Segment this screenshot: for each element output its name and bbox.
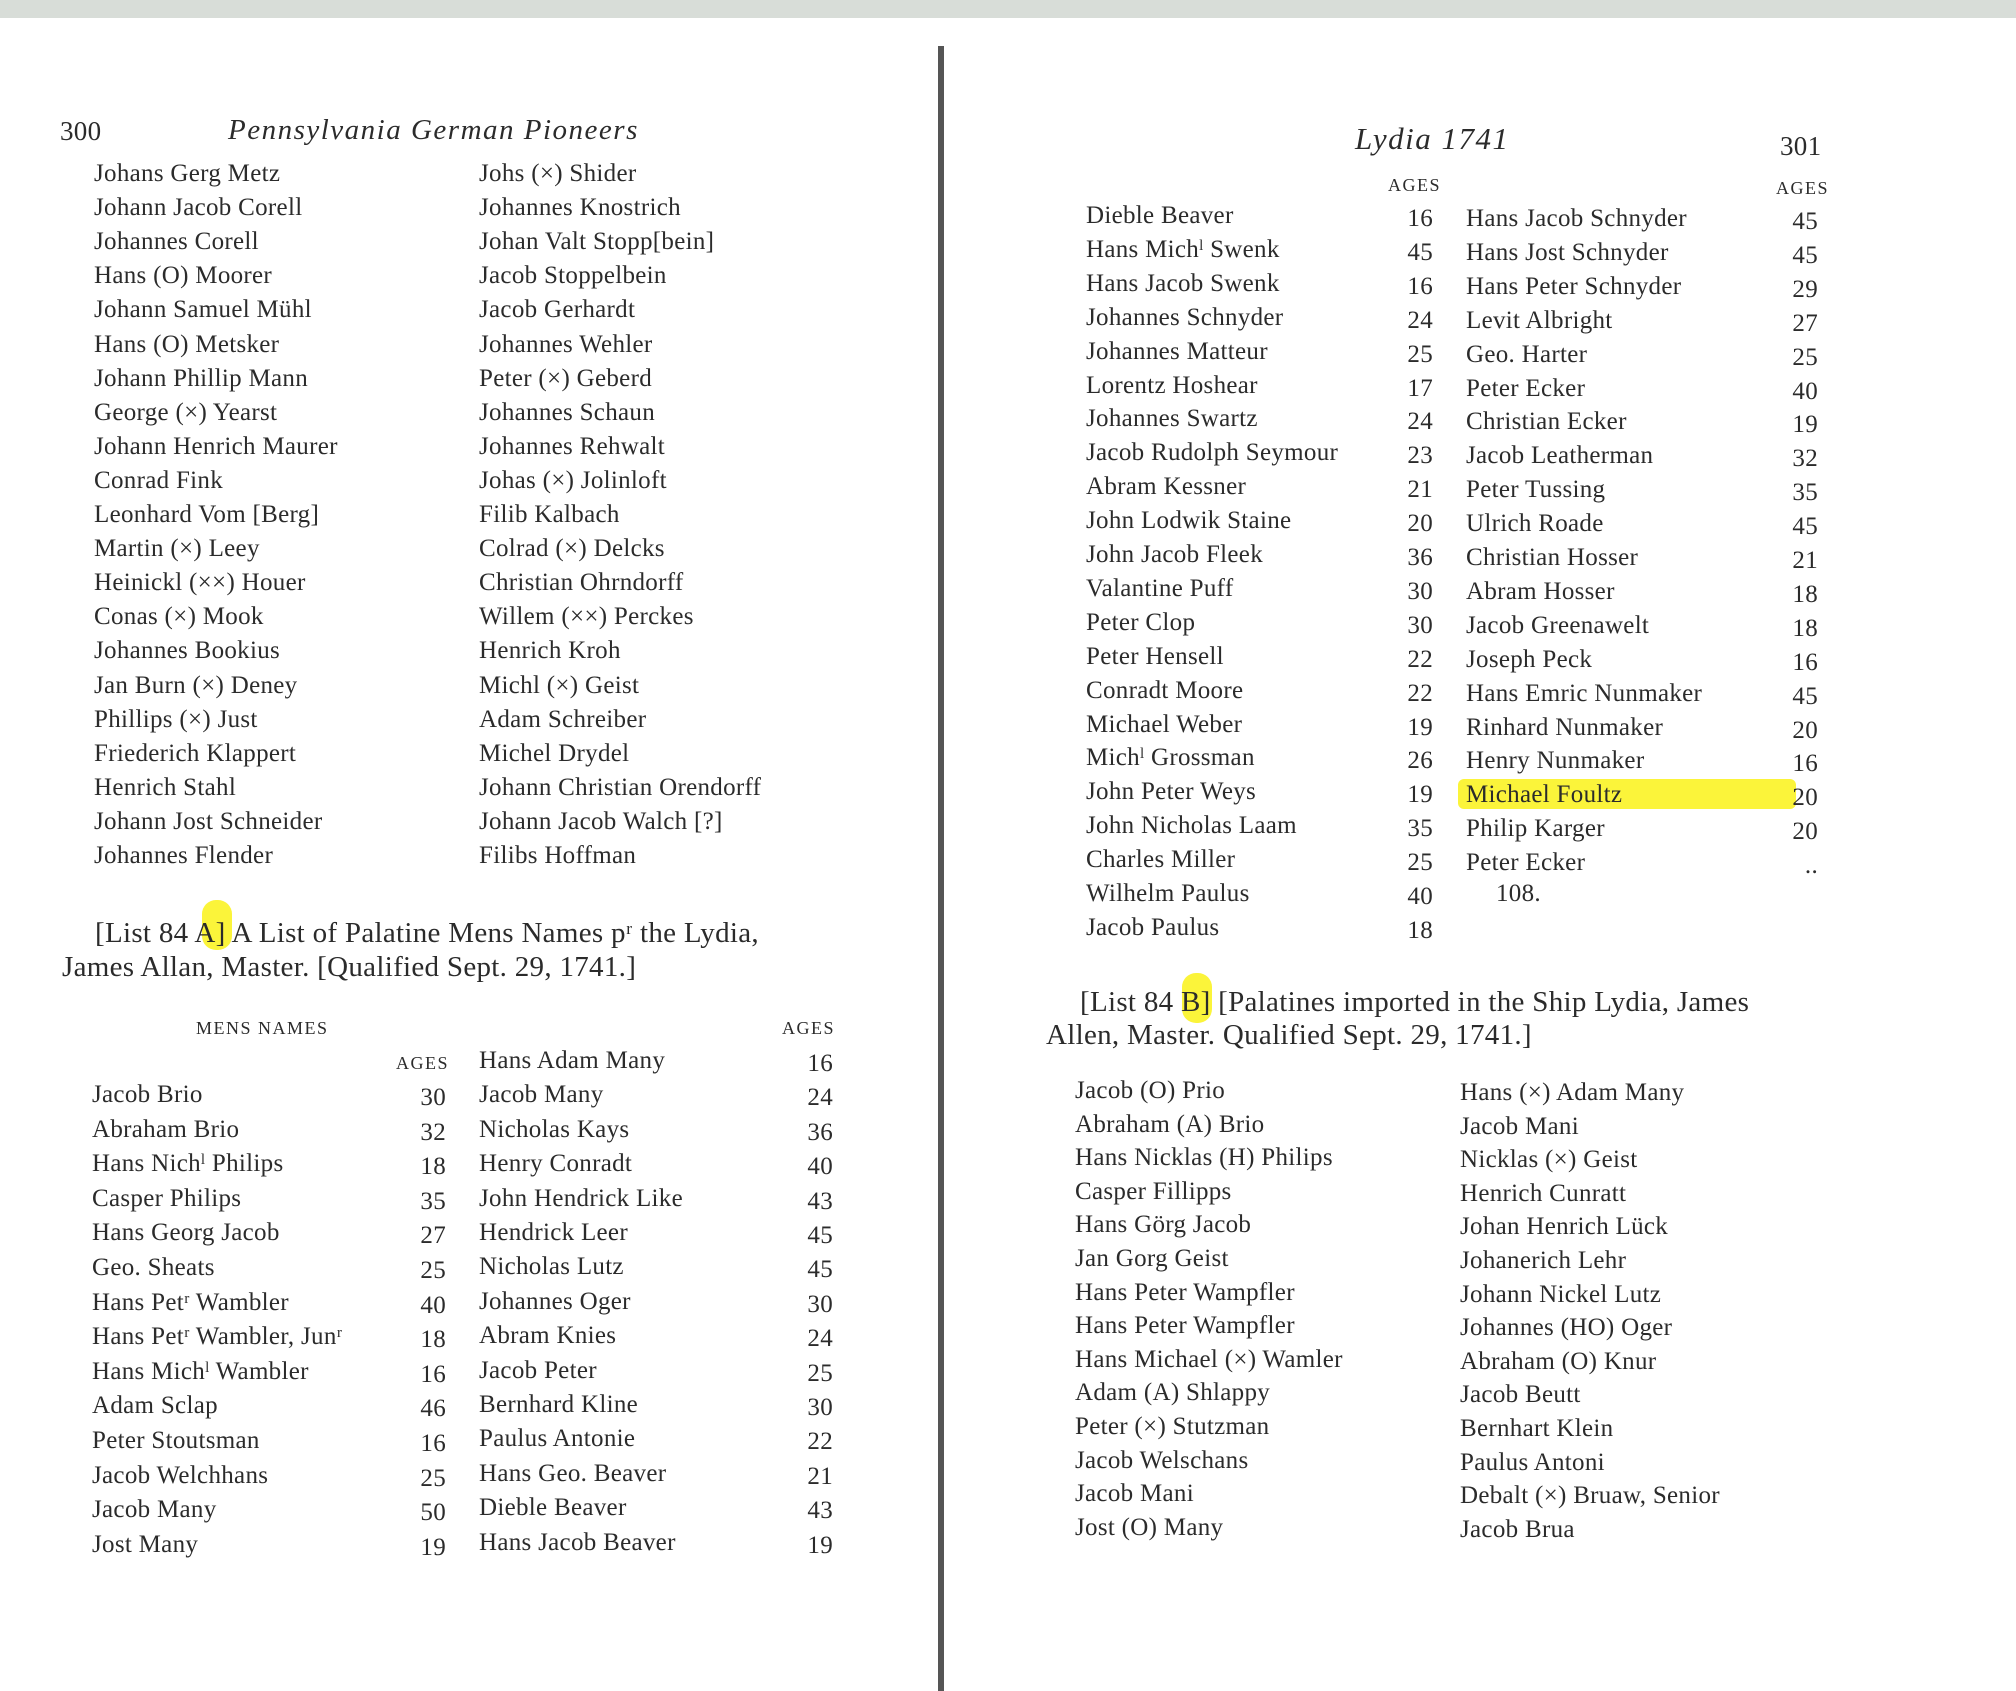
person-name: Jacob Peter xyxy=(479,1356,597,1384)
list-item: Friederich Klappert xyxy=(94,739,297,767)
person-name: Michael Weber xyxy=(1086,710,1243,738)
person-age: 27 xyxy=(1792,309,1818,337)
list-item: Henrich Stahl xyxy=(94,773,237,801)
list-item: Johann Henrich Maurer xyxy=(94,432,338,460)
list-item: Heinickl (××) Houer xyxy=(94,569,306,597)
person-age: 45 xyxy=(1792,682,1818,710)
list-item: Jacob Mani xyxy=(1075,1480,1194,1508)
person-age: 45 xyxy=(1407,238,1433,266)
list-item: Johann Samuel Mühl xyxy=(94,296,312,324)
list-item: Johannes Wehler xyxy=(479,330,653,358)
list-item: Johannes Corell xyxy=(94,228,259,256)
list-84a-heading-line1: [List 84 A] A List of Palatine Mens Names pʳ the Lydia, xyxy=(95,917,759,949)
person-name: Hendrick Leer xyxy=(479,1219,628,1246)
running-head: Lydia 1741 xyxy=(1355,121,1510,156)
person-name: John Nicholas Laam xyxy=(1086,812,1297,840)
person-name: Charles Miller xyxy=(1086,846,1236,874)
list-item: Nicklas (×) Geist xyxy=(1460,1146,1638,1174)
mens-names-label: MENS NAMES xyxy=(196,1018,329,1038)
list-item: Jacob Stoppelbein xyxy=(479,262,667,290)
person-name: Hans Georg Jacob xyxy=(92,1219,280,1247)
person-age: 36 xyxy=(1407,544,1433,571)
list-item: Filib Kalbach xyxy=(479,501,620,528)
person-age: 18 xyxy=(1792,580,1818,608)
person-age: 25 xyxy=(420,1464,446,1492)
person-age: 50 xyxy=(420,1499,446,1527)
person-name: Christian Hosser xyxy=(1466,544,1639,571)
page-number: 301 xyxy=(1780,131,1822,161)
person-name: Jacob Greenawelt xyxy=(1466,611,1650,639)
list-item: Hans Görg Jacob xyxy=(1075,1211,1252,1239)
list-item: Henrich Cunratt xyxy=(1460,1179,1627,1207)
person-name: Peter Ecker xyxy=(1466,374,1586,402)
person-name: John Lodwik Staine xyxy=(1086,507,1292,535)
list-item: Conas (×) Mook xyxy=(94,603,264,631)
person-age: 23 xyxy=(1407,442,1433,470)
list-item: Hans Michael (×) Wamler xyxy=(1075,1345,1343,1373)
page-number: 300 xyxy=(60,116,102,146)
person-name: Conradt Moore xyxy=(1086,676,1244,704)
person-age: 19 xyxy=(1792,411,1818,439)
person-name: Christian Ecker xyxy=(1466,408,1627,436)
person-age: 25 xyxy=(1792,343,1818,371)
person-name: Geo. Harter xyxy=(1466,340,1588,368)
person-age: 21 xyxy=(807,1462,833,1490)
person-name: Hans Peter Schnyder xyxy=(1466,272,1682,300)
person-age: 45 xyxy=(1792,241,1818,269)
list-item: Hans (×) Adam Many xyxy=(1460,1079,1685,1106)
person-age: 36 xyxy=(807,1118,833,1146)
list-item: Johannes Rehwalt xyxy=(479,432,666,460)
person-age: 25 xyxy=(1407,340,1433,368)
list-item: Willem (××) Perckes xyxy=(479,603,694,631)
list-item: Jan Gorg Geist xyxy=(1075,1245,1229,1272)
person-name: Bernhard Kline xyxy=(479,1391,639,1418)
list-item: Johann Jacob Walch [?] xyxy=(479,807,723,835)
person-name: Hans Michˡ Swenk xyxy=(1086,235,1280,263)
person-name: Philip Karger xyxy=(1466,815,1605,843)
person-age: 21 xyxy=(1407,476,1433,504)
person-age: 18 xyxy=(1792,614,1818,642)
list-item: Jacob Welschans xyxy=(1075,1446,1249,1474)
list-item: Johannes Knostrich xyxy=(479,194,681,222)
person-name: Wilhelm Paulus xyxy=(1086,880,1250,907)
person-age: 20 xyxy=(1792,818,1818,846)
person-age: 16 xyxy=(420,1430,446,1457)
person-name: Rinhard Nunmaker xyxy=(1466,713,1664,741)
person-age: 19 xyxy=(1407,781,1433,809)
left-page xyxy=(0,0,930,1691)
person-name: Hans Adam Many xyxy=(479,1047,666,1074)
person-age: 16 xyxy=(1407,205,1433,232)
person-name: John Hendrick Like xyxy=(479,1184,683,1212)
list-84a-heading-line2: James Allan, Master. [Qualified Sept. 29, 1741.] xyxy=(62,951,637,983)
person-name: Peter Tussing xyxy=(1466,476,1606,504)
list-item: Adam (A) Shlappy xyxy=(1075,1379,1271,1407)
person-age: 25 xyxy=(807,1359,833,1387)
person-name: Abram Knies xyxy=(479,1322,617,1350)
person-age: 29 xyxy=(1792,275,1818,303)
person-name: Jacob Paulus xyxy=(1086,913,1220,941)
person-age: 32 xyxy=(1792,445,1818,473)
list-item: Martin (×) Leey xyxy=(94,535,260,563)
list-item: Jacob Gerhardt xyxy=(479,296,636,324)
person-name: Hans Emric Nunmaker xyxy=(1466,679,1703,707)
person-age: 25 xyxy=(1407,849,1433,877)
person-age: 22 xyxy=(1407,679,1433,707)
person-name: Michˡ Grossman xyxy=(1086,744,1255,772)
person-name: Abraham Brio xyxy=(92,1115,240,1143)
list-item: Casper Fillipps xyxy=(1075,1177,1232,1205)
person-age: 20 xyxy=(1792,716,1818,744)
person-name: Hans Nichˡ Philips xyxy=(92,1150,284,1178)
right-page xyxy=(950,0,2016,1691)
person-name: Jacob Brio xyxy=(92,1081,203,1108)
list-item: Adam Schreiber xyxy=(479,705,647,733)
person-name: Nicholas Lutz xyxy=(479,1253,624,1281)
person-name: Peter Ecker xyxy=(1466,849,1586,877)
person-name: Nicholas Kays xyxy=(479,1115,630,1143)
person-name: Hans Jacob Swenk xyxy=(1086,269,1280,297)
list-item: Jacob (O) Prio xyxy=(1075,1077,1226,1104)
person-name: Jacob Leatherman xyxy=(1466,442,1654,470)
person-name: Adam Sclap xyxy=(92,1392,218,1420)
list-item: Filibs Hoffman xyxy=(479,842,637,869)
person-name: Henry Nunmaker xyxy=(1466,747,1645,775)
person-name: John Peter Weys xyxy=(1086,778,1257,806)
list-total: 108. xyxy=(1496,880,1541,907)
person-age: 35 xyxy=(1407,815,1433,843)
person-age: 43 xyxy=(807,1187,833,1215)
person-age: 45 xyxy=(1792,513,1818,541)
person-name: Jacob Many xyxy=(92,1496,217,1524)
ages-label: AGES xyxy=(1776,178,1830,198)
person-name: Joseph Peck xyxy=(1466,645,1593,673)
list-item: Hans Peter Wampfler xyxy=(1075,1278,1295,1306)
person-name: Hans Jacob Beaver xyxy=(479,1528,676,1556)
ages-label: AGES xyxy=(396,1053,450,1073)
person-name: Hans Jacob Schnyder xyxy=(1466,205,1687,232)
person-name: Johannes Oger xyxy=(479,1287,631,1315)
person-name: Johannes Swartz xyxy=(1086,405,1258,433)
list-item: Hans Nicklas (H) Philips xyxy=(1075,1144,1333,1172)
list-item: Jacob Brua xyxy=(1460,1515,1575,1543)
list-item: Paulus Antoni xyxy=(1460,1448,1605,1476)
person-age: 18 xyxy=(420,1153,446,1181)
person-age: 20 xyxy=(1792,784,1818,812)
person-age: 30 xyxy=(807,1290,833,1318)
ages-label: AGES xyxy=(782,1018,836,1038)
person-name: Johannes Matteur xyxy=(1086,337,1268,365)
person-age: 19 xyxy=(807,1531,833,1559)
list-item: Bernhart Klein xyxy=(1460,1415,1614,1442)
person-name: Abram Kessner xyxy=(1086,473,1247,501)
person-age: 19 xyxy=(1407,713,1433,741)
person-age: 18 xyxy=(1407,916,1433,944)
person-name: Hans Petʳ Wambler xyxy=(92,1288,289,1316)
person-age: 30 xyxy=(1407,577,1433,605)
person-name: Abram Hosser xyxy=(1466,577,1615,605)
list-item: Johanerich Lehr xyxy=(1460,1247,1627,1274)
person-age: 16 xyxy=(1407,272,1433,300)
person-age: 24 xyxy=(807,1084,833,1112)
list-item: Debalt (×) Bruaw, Senior xyxy=(1460,1482,1720,1510)
person-age: 19 xyxy=(420,1533,446,1561)
person-age: 26 xyxy=(1407,747,1433,775)
list-item: Johan Henrich Lück xyxy=(1460,1213,1669,1241)
person-name: Hans Petʳ Wambler, Junʳ xyxy=(92,1323,343,1351)
person-name: John Jacob Fleek xyxy=(1086,541,1263,568)
person-name: Paulus Antonie xyxy=(479,1425,636,1453)
person-age: 30 xyxy=(420,1084,446,1111)
person-age: 43 xyxy=(807,1497,833,1525)
person-name: Ulrich Roade xyxy=(1466,510,1604,538)
list-item: Colrad (×) Delcks xyxy=(479,535,665,563)
list-item: Jacob Beutt xyxy=(1460,1381,1581,1409)
person-age: 30 xyxy=(807,1394,833,1421)
person-age: 20 xyxy=(1407,510,1433,538)
person-age: 35 xyxy=(1792,479,1818,507)
person-name: Peter Hensell xyxy=(1086,642,1224,670)
person-age: 25 xyxy=(420,1257,446,1284)
person-age: 45 xyxy=(1792,208,1818,235)
book-gutter xyxy=(938,46,944,1691)
ages-label: AGES xyxy=(1388,175,1442,195)
list-item: Christian Ohrndorff xyxy=(479,569,684,597)
list-item: Johs (×) Shider xyxy=(479,160,637,187)
person-name: Hans Geo. Beaver xyxy=(479,1459,667,1487)
list-item: Johann Christian Orendorff xyxy=(479,773,762,801)
person-age: 24 xyxy=(807,1325,833,1353)
list-item: Jan Burn (×) Deney xyxy=(94,671,298,699)
list-item: Johannes Bookius xyxy=(94,637,281,665)
person-age: 45 xyxy=(807,1222,833,1249)
person-age: 45 xyxy=(807,1256,833,1284)
person-age: 40 xyxy=(1792,377,1818,405)
list-item: Johan Valt Stopp[bein] xyxy=(479,228,715,256)
person-name: Hans Michˡ Wambler xyxy=(92,1357,309,1385)
person-age: .. xyxy=(1804,852,1818,880)
list-84b-heading-line1: [List 84 B] [Palatines imported in the Ship Lydia, James xyxy=(1080,986,1750,1018)
person-age: 18 xyxy=(420,1326,446,1354)
list-item: Peter (×) Geberd xyxy=(479,364,652,392)
person-name: Dieble Beaver xyxy=(479,1494,627,1522)
person-age: 16 xyxy=(807,1050,833,1077)
list-item: Michl (×) Geist xyxy=(479,671,640,699)
person-name: Johannes Schnyder xyxy=(1086,303,1284,331)
list-item: Jost (O) Many xyxy=(1075,1513,1224,1541)
person-age: 46 xyxy=(420,1395,446,1423)
person-name: Michael Foultz xyxy=(1466,781,1623,809)
person-name: Levit Albright xyxy=(1466,306,1613,334)
list-item: Johann Jost Schneider xyxy=(94,807,323,835)
person-age: 24 xyxy=(1407,408,1433,436)
person-age: 17 xyxy=(1407,374,1433,402)
person-age: 24 xyxy=(1407,306,1433,334)
list-item: Conrad Fink xyxy=(94,466,223,494)
list-item: Hans (O) Metsker xyxy=(94,330,280,358)
person-age: 40 xyxy=(1407,883,1433,910)
person-name: Peter Stoutsman xyxy=(92,1427,260,1454)
running-head: Pennsylvania German Pioneers xyxy=(228,114,639,146)
list-item: Henrich Kroh xyxy=(479,637,621,665)
person-name: Henry Conradt xyxy=(479,1150,633,1178)
person-name: Jacob Welchhans xyxy=(92,1461,269,1489)
person-name: Casper Philips xyxy=(92,1184,242,1212)
person-name: Jacob Many xyxy=(479,1081,604,1109)
person-name: Geo. Sheats xyxy=(92,1254,215,1281)
person-age: 27 xyxy=(420,1222,446,1250)
person-name: Jacob Rudolph Seymour xyxy=(1086,439,1339,467)
person-name: Hans Jost Schnyder xyxy=(1466,238,1669,266)
list-item: Michel Drydel xyxy=(479,739,630,767)
list-item: Johans Gerg Metz xyxy=(94,160,281,187)
person-age: 16 xyxy=(1792,648,1818,676)
person-name: Dieble Beaver xyxy=(1086,202,1234,229)
list-item: Johann Jacob Corell xyxy=(94,194,303,222)
person-age: 16 xyxy=(420,1360,446,1388)
list-item: Jacob Mani xyxy=(1460,1112,1579,1140)
person-age: 22 xyxy=(1407,645,1433,673)
person-age: 30 xyxy=(1407,611,1433,639)
person-age: 40 xyxy=(807,1153,833,1181)
person-age: 40 xyxy=(420,1291,446,1319)
list-item: Johannes Flender xyxy=(94,842,274,869)
list-item: Abraham (O) Knur xyxy=(1460,1347,1657,1375)
list-item: Johas (×) Jolinloft xyxy=(479,466,667,494)
list-item: Hans (O) Moorer xyxy=(94,262,273,290)
person-name: Valantine Puff xyxy=(1086,574,1234,602)
list-item: George (×) Yearst xyxy=(94,398,278,426)
list-item: Leonhard Vom [Berg] xyxy=(94,501,320,528)
person-age: 35 xyxy=(420,1187,446,1215)
person-name: Peter Clop xyxy=(1086,608,1196,636)
person-age: 21 xyxy=(1792,547,1818,574)
list-item: Abraham (A) Brio xyxy=(1075,1110,1265,1138)
list-item: Johann Phillip Mann xyxy=(94,364,309,392)
list-item: Hans Peter Wampfler xyxy=(1075,1312,1295,1340)
list-item: Johannes Schaun xyxy=(479,398,655,426)
person-name: Jost Many xyxy=(92,1530,199,1558)
list-item: Peter (×) Stutzman xyxy=(1075,1413,1270,1440)
person-age: 16 xyxy=(1792,750,1818,778)
person-age: 32 xyxy=(420,1118,446,1146)
list-item: Phillips (×) Just xyxy=(94,705,258,733)
list-84b-heading-line2: Allen, Master. Qualified Sept. 29, 1741.] xyxy=(1046,1019,1532,1051)
person-age: 22 xyxy=(807,1428,833,1456)
list-item: Johannes (HO) Oger xyxy=(1460,1314,1673,1342)
list-item: Johann Nickel Lutz xyxy=(1460,1280,1662,1308)
person-name: Lorentz Hoshear xyxy=(1086,371,1258,399)
